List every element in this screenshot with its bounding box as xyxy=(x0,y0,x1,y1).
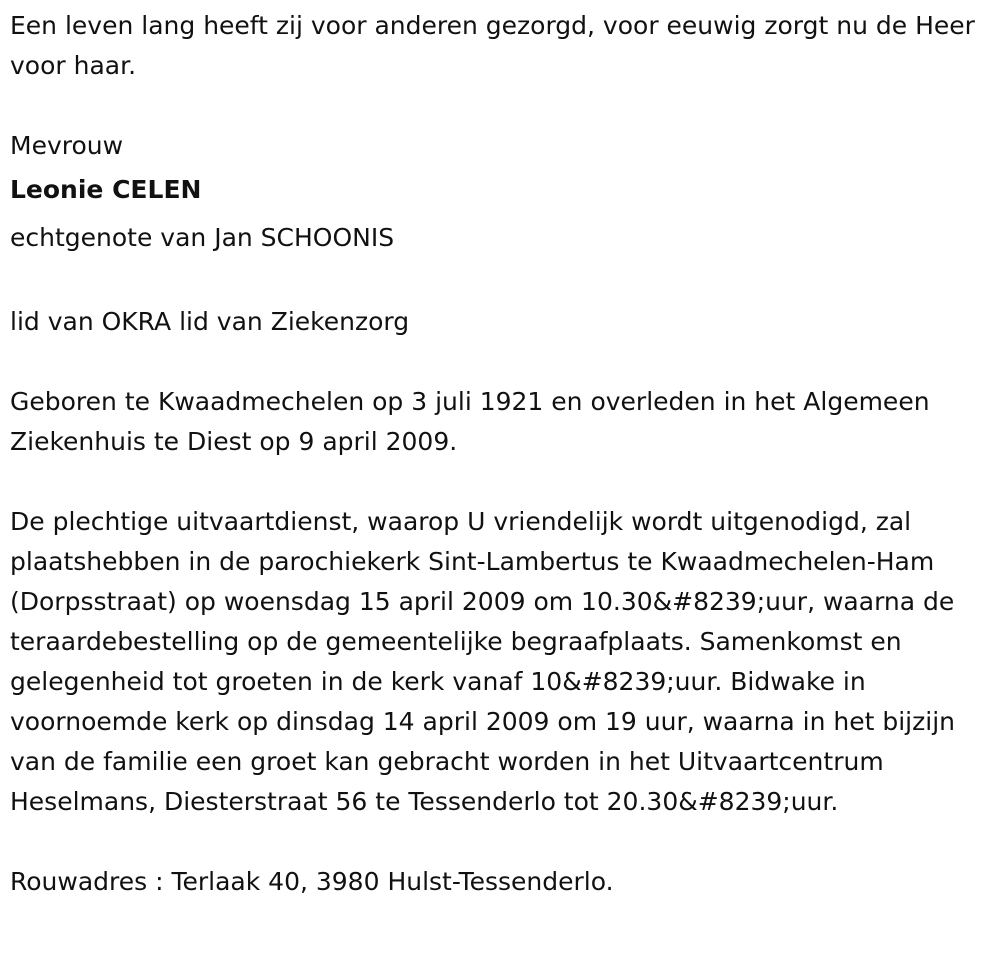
address-line: Rouwadres : Terlaak 40, 3980 Hulst-Tessenderlo. xyxy=(10,867,614,896)
birth-death-paragraph: Geboren te Kwaadmechelen op 3 juli 1921 en overleden in het Algemeen Ziekenhuis te Diest op 9 april 2009. xyxy=(10,387,930,456)
intro-paragraph: Een leven lang heeft zij voor anderen gezorgd, voor eeuwig zorgt nu de Heer voor haar. xyxy=(10,11,975,80)
spacer xyxy=(10,342,990,382)
obituary-document xyxy=(10,6,990,902)
spacer xyxy=(10,822,990,862)
spacer xyxy=(10,262,990,302)
funeral-paragraph: De plechtige uitvaartdienst, waarop U vriendelijk wordt uitgenodigd, zal plaatshebben in de parochiekerk Sint-Lambertus te Kwaadmechelen-Ham (Dorpsstraat) op woensdag 15 april 2009 om 10.30&#8239;uur, waarna de teraardebestelling op de gemeentelijke begraafplaats. Samenkomst en gelegenheid tot groeten in de kerk vanaf 10&#8239;uur. Bidwake in voornoemde kerk op dinsdag 14 april 2009 om 19 uur, waarna in het bijzijn van de familie een groet kan gebracht worden in het Uitvaartcentrum Heselmans, Diesterstraat 56 te Tessenderlo tot 20.30&#8239;uur. xyxy=(10,507,955,816)
deceased-name: Leonie CELEN xyxy=(10,175,202,204)
honorific: Mevrouw xyxy=(10,131,124,160)
spouse-line: echtgenote van Jan SCHOONIS xyxy=(10,223,395,252)
spacer xyxy=(10,462,990,502)
memberships-line: lid van OKRA lid van Ziekenzorg xyxy=(10,307,410,336)
spacer xyxy=(10,86,990,126)
